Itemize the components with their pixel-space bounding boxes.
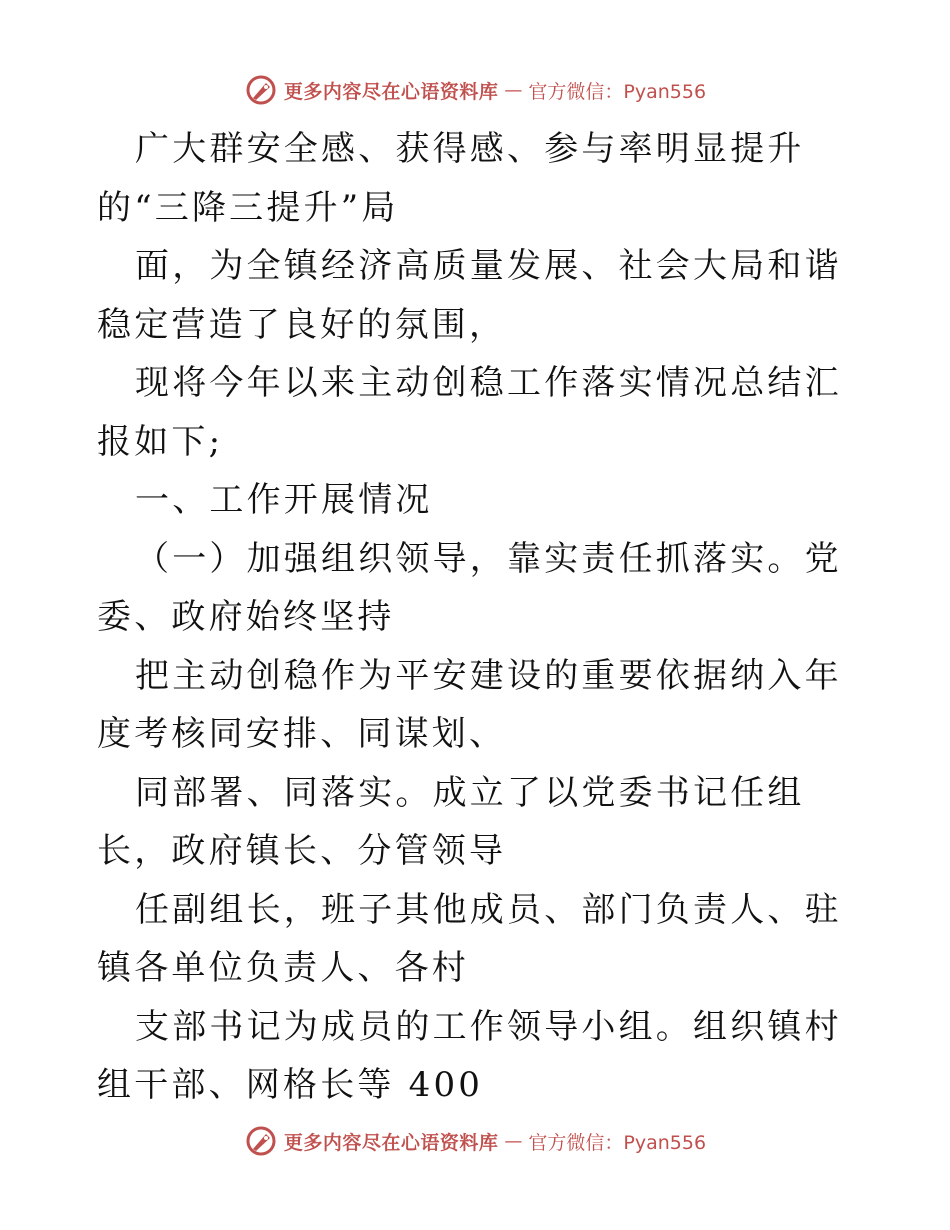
watermark-contact: 官方微信：Pyan556 — [528, 1131, 707, 1154]
paragraph: （一）加强组织领导，靠实责任抓落实。党委、政府始终坚持 — [97, 538, 842, 637]
paragraph: 任副组长，班子其他成员、部门负责人、驻镇各单位负责人、各村 — [97, 889, 842, 988]
paragraph: 广大群安全感、获得感、参与率明显提升的“三降三提升”局 — [97, 129, 805, 228]
watermark-text: 更多内容尽在心语资料库 — [283, 80, 499, 103]
document-body — [97, 120, 857, 1115]
watermark-dash: — — [504, 1130, 523, 1152]
header-watermark — [0, 70, 950, 110]
footer-watermark — [0, 1121, 950, 1161]
paragraph: 面，为全镇经济高质量发展、社会大局和谐稳定营造了良好的氛围， — [97, 246, 842, 345]
paragraph: 同部署、同落实。成立了以党委书记任组长，政府镇长、分管领导 — [97, 772, 805, 871]
paragraph: 支部书记为成员的工作领导小组。组织镇村组干部、网格长等 400 — [97, 1006, 842, 1105]
watermark-contact: 官方微信：Pyan556 — [528, 80, 707, 103]
watermark-text: 更多内容尽在心语资料库 — [283, 1131, 499, 1154]
paragraph: 把主动创稳作为平安建设的重要依据纳入年度考核同安排、同谋划、 — [97, 655, 842, 754]
watermark-dash: — — [504, 79, 523, 101]
paragraph: 现将今年以来主动创稳工作落实情况总结汇报如下; — [97, 363, 842, 462]
section-heading: 一、工作开展情况 — [135, 480, 433, 520]
pen-nib-logo-icon — [244, 73, 278, 107]
pen-nib-logo-icon — [244, 1124, 278, 1158]
